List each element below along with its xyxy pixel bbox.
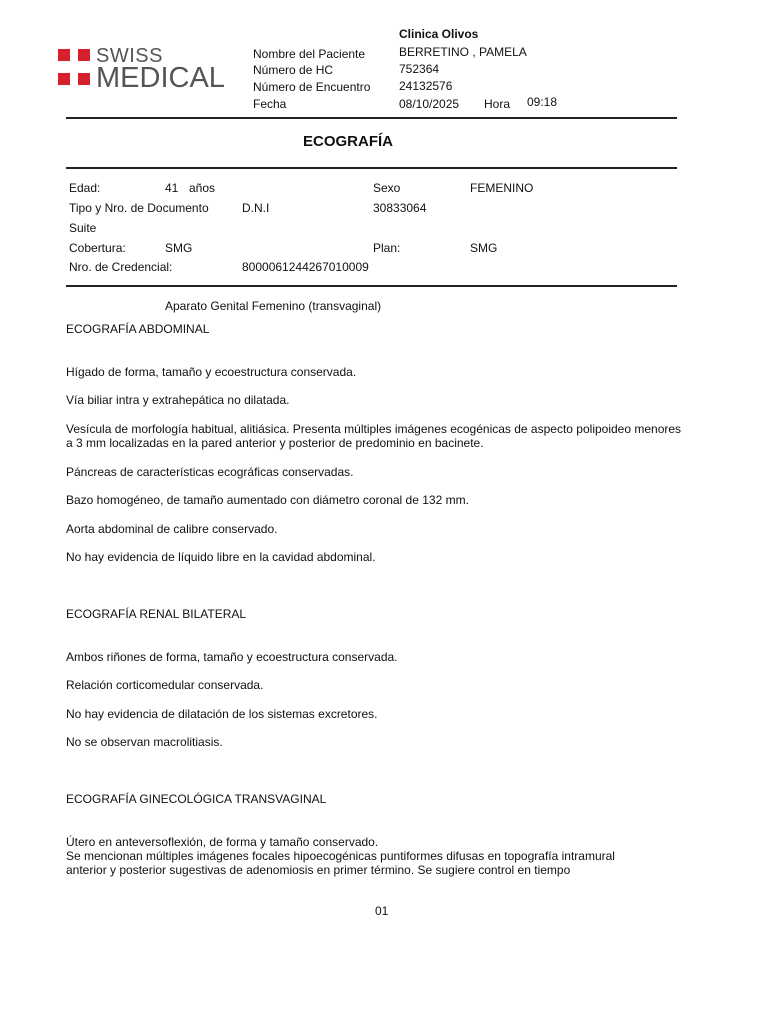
encounter-value: 24132576: [399, 79, 453, 93]
cobertura-label: Cobertura:: [69, 241, 126, 255]
finding-paragraph: Páncreas de características ecográficas conservadas.: [66, 465, 354, 479]
hc-label: Número de HC: [253, 63, 334, 77]
hora-label: Hora: [484, 97, 511, 111]
patient-name-value: BERRETINO , PAMELA: [399, 45, 527, 59]
finding-paragraph: Ambos riñones de forma, tamaño y ecoestructura conservada.: [66, 650, 398, 664]
divider: [66, 167, 677, 169]
sexo-value: FEMENINO: [470, 181, 534, 195]
logo-text-swiss: SWISS: [96, 45, 163, 67]
sexo-label: Sexo: [373, 181, 401, 195]
suite-label: Suite: [69, 221, 97, 235]
divider: [66, 285, 677, 287]
finding-paragraph: Se mencionan múltiples imágenes focales hipoecogénicas puntiformes difusas en topografía intramural anterior y posterior sugestivas de adenomiosis en primer término. Se sugiere control en tiempo: [66, 849, 615, 877]
divider: [66, 117, 677, 119]
finding-paragraph: Aorta abdominal de calibre conservado.: [66, 522, 278, 536]
study-type: Aparato Genital Femenino (transvaginal): [165, 299, 382, 313]
finding-paragraph: Hígado de forma, tamaño y ecoestructura conservada.: [66, 365, 357, 379]
patient-name-label: Nombre del Paciente: [253, 47, 366, 61]
finding-paragraph: Bazo homogéneo, de tamaño aumentado con diámetro coronal de 132 mm.: [66, 493, 469, 507]
section-title-renal: ECOGRAFÍA RENAL BILATERAL: [66, 607, 247, 621]
hc-value: 752364: [399, 62, 440, 76]
edad-value: 41: [165, 181, 179, 195]
hora-value: 09:18: [527, 95, 558, 109]
clinic-name: Clinica Olivos: [399, 27, 479, 41]
plan-label: Plan:: [373, 241, 401, 255]
logo-square: [58, 49, 70, 61]
logo-square: [78, 73, 90, 85]
doc-type: D.N.I: [242, 201, 270, 215]
edad-unit: años: [189, 181, 216, 195]
finding-paragraph: No se observan macrolitiasis.: [66, 735, 223, 749]
page-title: ECOGRAFÍA: [303, 133, 393, 150]
edad-label: Edad:: [69, 181, 101, 195]
section-title-gine: ECOGRAFÍA GINECOLÓGICA TRANSVAGINAL: [66, 792, 327, 806]
finding-paragraph: Relación corticomedular conservada.: [66, 678, 264, 692]
credencial-label: Nro. de Credencial:: [69, 260, 173, 274]
logo-square: [58, 73, 70, 85]
finding-paragraph: Vía biliar intra y extrahepática no dilatada.: [66, 393, 290, 407]
logo-square: [78, 49, 90, 61]
section-title-abdominal: ECOGRAFÍA ABDOMINAL: [66, 322, 210, 336]
date-value: 08/10/2025: [399, 97, 460, 111]
finding-paragraph: No hay evidencia de líquido libre en la cavidad abdominal.: [66, 550, 376, 564]
swiss-medical-logo: [58, 46, 238, 94]
encounter-label: Número de Encuentro: [253, 80, 371, 94]
credencial-value: 8000061244267010009: [242, 260, 369, 274]
finding-paragraph: No hay evidencia de dilatación de los sistemas excretores.: [66, 707, 378, 721]
logo-text-medical: MEDICAL: [96, 62, 225, 94]
cobertura-value: SMG: [165, 241, 193, 255]
doc-number: 30833064: [373, 201, 427, 215]
date-label: Fecha: [253, 97, 287, 111]
page-number: 01: [375, 904, 389, 918]
doc-label: Tipo y Nro. de Documento: [69, 201, 209, 215]
plan-value: SMG: [470, 241, 498, 255]
finding-paragraph: Útero en anteversoflexión, de forma y tamaño conservado.: [66, 835, 379, 849]
finding-paragraph: Vesícula de morfología habitual, alitiásica. Presenta múltiples imágenes ecogénicas de aspecto polipoideo menores a 3 mm localizadas en la pared anterior y posterior de predominio en bacinete.: [66, 422, 682, 450]
